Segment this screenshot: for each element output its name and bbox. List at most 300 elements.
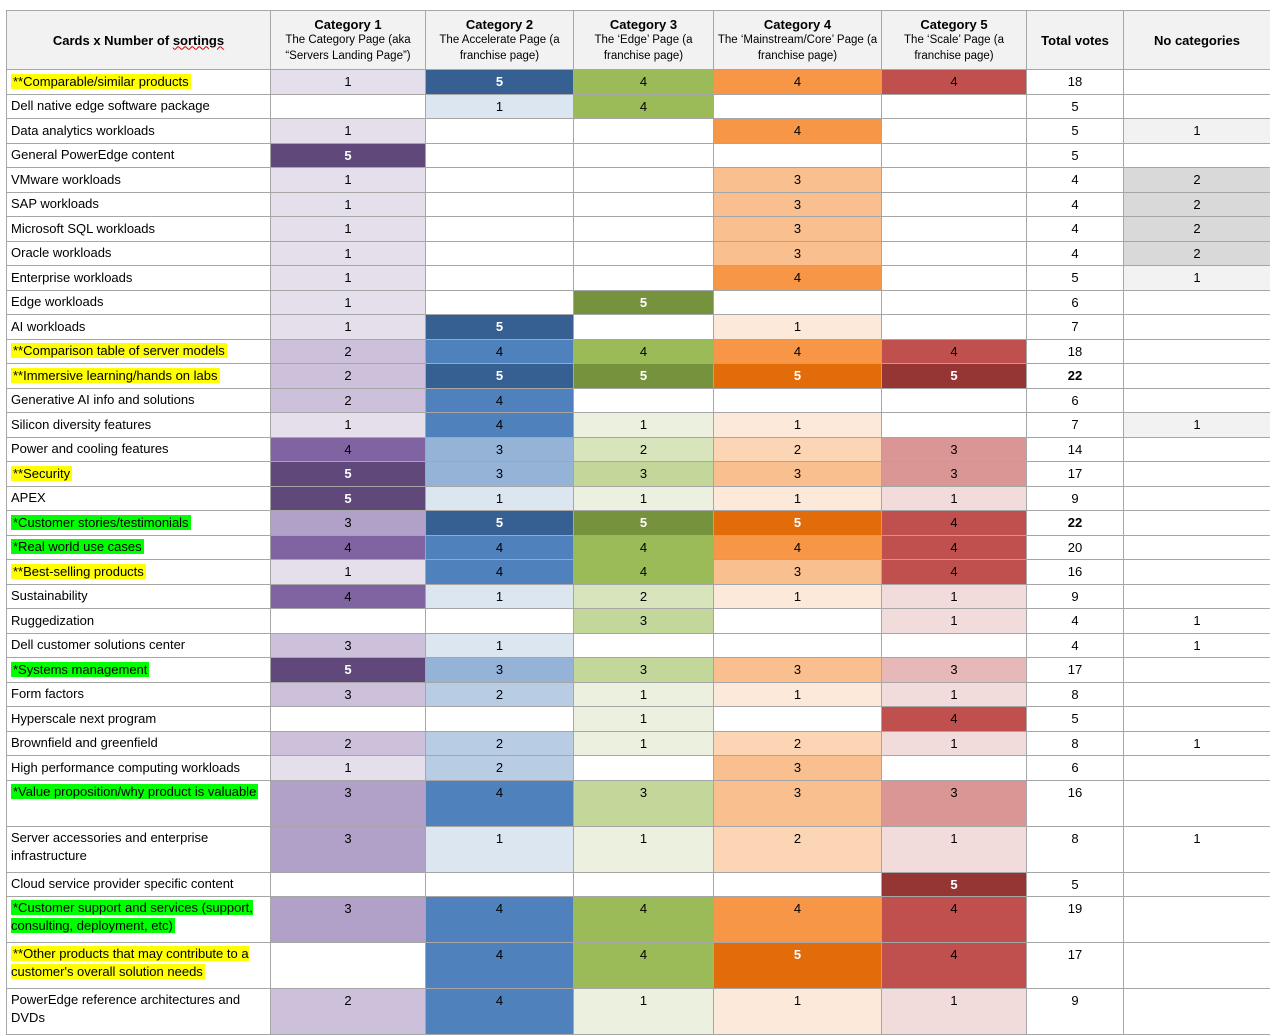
total-votes-cell: 5	[1027, 119, 1124, 144]
card-label-text: **Best-selling products	[11, 564, 146, 579]
table-row	[7, 756, 1270, 781]
category-3-cell	[574, 872, 714, 897]
category-1-cell: 4	[271, 584, 426, 609]
card-label-text: Edge workloads	[11, 294, 104, 309]
card-label	[7, 780, 271, 826]
table-row	[7, 388, 1270, 413]
total-votes-cell: 7	[1027, 413, 1124, 438]
total-votes-cell: 4	[1027, 168, 1124, 193]
category-1-cell: 1	[271, 756, 426, 781]
total-votes-cell: 9	[1027, 486, 1124, 511]
category-1-cell: 2	[271, 388, 426, 413]
category-3-cell	[574, 168, 714, 193]
no-categories-cell: 1	[1124, 826, 1270, 872]
total-votes-cell: 22	[1027, 364, 1124, 389]
category-1-cell	[271, 707, 426, 732]
total-votes-cell: 17	[1027, 462, 1124, 487]
no-categories-cell	[1124, 315, 1270, 340]
category-3-cell: 3	[574, 658, 714, 683]
category-5-cell: 4	[882, 707, 1027, 732]
card-label	[7, 290, 271, 315]
card-label-text: Generative AI info and solutions	[11, 392, 195, 407]
total-votes-cell: 22	[1027, 511, 1124, 536]
category-5-cell: 5	[882, 364, 1027, 389]
category-2-cell: 4	[426, 535, 574, 560]
category-4-cell: 1	[714, 682, 882, 707]
no-categories-cell	[1124, 535, 1270, 560]
no-categories-cell	[1124, 756, 1270, 781]
category-1-cell: 1	[271, 413, 426, 438]
no-categories-cell	[1124, 780, 1270, 826]
category-4-cell: 3	[714, 217, 882, 242]
total-votes-cell: 17	[1027, 658, 1124, 683]
card-label-text: Server accessories and enterprise infrastructure	[11, 830, 208, 863]
category-1-cell: 5	[271, 143, 426, 168]
category-1-cell: 3	[271, 780, 426, 826]
category-2-cell: 4	[426, 780, 574, 826]
card-label	[7, 989, 271, 1035]
category-2-cell: 3	[426, 437, 574, 462]
table-row	[7, 535, 1270, 560]
no-categories-cell	[1124, 707, 1270, 732]
card-label	[7, 94, 271, 119]
category-4-cell: 3	[714, 780, 882, 826]
card-label	[7, 511, 271, 536]
category-2-cell: 1	[426, 584, 574, 609]
total-votes-cell: 4	[1027, 609, 1124, 634]
category-2-cell	[426, 143, 574, 168]
category-5-cell: 1	[882, 584, 1027, 609]
category-2-cell: 1	[426, 633, 574, 658]
category-3-cell: 2	[574, 584, 714, 609]
category-1-cell	[271, 609, 426, 634]
card-label-text: *Real world use cases	[11, 539, 144, 554]
category-1-cell: 1	[271, 119, 426, 144]
category-2-cell	[426, 266, 574, 291]
no-categories-cell	[1124, 872, 1270, 897]
card-label-text: Power and cooling features	[11, 441, 169, 456]
category-3-cell: 4	[574, 339, 714, 364]
no-categories-cell: 2	[1124, 241, 1270, 266]
category-1-cell: 1	[271, 241, 426, 266]
category-3-cell: 1	[574, 826, 714, 872]
card-label	[7, 872, 271, 897]
no-categories-cell	[1124, 462, 1270, 487]
category-1-cell: 1	[271, 70, 426, 95]
total-votes-cell: 7	[1027, 315, 1124, 340]
card-sort-table	[6, 10, 1270, 1035]
category-5-cell: 1	[882, 609, 1027, 634]
header-cards: Cards x Number of sortings	[7, 11, 271, 70]
no-categories-cell	[1124, 437, 1270, 462]
category-4-cell: 4	[714, 266, 882, 291]
card-label	[7, 241, 271, 266]
no-categories-cell	[1124, 364, 1270, 389]
total-votes-cell: 5	[1027, 266, 1124, 291]
no-categories-cell	[1124, 511, 1270, 536]
category-4-cell: 1	[714, 315, 882, 340]
category-4-cell: 5	[714, 943, 882, 989]
category-2-cell	[426, 290, 574, 315]
card-label-text: Silicon diversity features	[11, 417, 151, 432]
category-2-cell	[426, 609, 574, 634]
category-4-cell: 3	[714, 756, 882, 781]
no-categories-cell: 1	[1124, 119, 1270, 144]
no-categories-cell: 2	[1124, 168, 1270, 193]
table-row	[7, 437, 1270, 462]
card-label-text: *Value proposition/why product is valuable	[11, 784, 258, 799]
card-label-text: **Comparison table of server models	[11, 343, 227, 358]
card-label-text: High performance computing workloads	[11, 760, 240, 775]
category-3-cell: 1	[574, 413, 714, 438]
category-5-cell: 1	[882, 486, 1027, 511]
category-4-cell: 5	[714, 511, 882, 536]
total-votes-cell: 6	[1027, 388, 1124, 413]
card-label	[7, 413, 271, 438]
category-3-cell	[574, 266, 714, 291]
card-label	[7, 266, 271, 291]
category-2-cell: 4	[426, 413, 574, 438]
total-votes-cell: 17	[1027, 943, 1124, 989]
no-categories-cell: 2	[1124, 192, 1270, 217]
card-label-text: VMware workloads	[11, 172, 121, 187]
category-2-cell: 3	[426, 658, 574, 683]
category-1-cell: 3	[271, 826, 426, 872]
card-label	[7, 609, 271, 634]
table-row	[7, 989, 1270, 1035]
table-row	[7, 486, 1270, 511]
category-4-cell: 3	[714, 241, 882, 266]
category-3-cell: 3	[574, 609, 714, 634]
card-label-text: Dell native edge software package	[11, 98, 210, 113]
table-row	[7, 290, 1270, 315]
table-row	[7, 94, 1270, 119]
no-categories-cell: 1	[1124, 609, 1270, 634]
category-1-cell: 1	[271, 217, 426, 242]
category-2-cell: 5	[426, 70, 574, 95]
card-label	[7, 315, 271, 340]
no-categories-cell	[1124, 143, 1270, 168]
category-4-cell: 1	[714, 989, 882, 1035]
category-1-cell: 3	[271, 511, 426, 536]
category-1-cell: 2	[271, 339, 426, 364]
table-row	[7, 413, 1270, 438]
category-4-cell: 3	[714, 462, 882, 487]
no-categories-cell	[1124, 339, 1270, 364]
total-votes-cell: 19	[1027, 897, 1124, 943]
total-votes-cell: 18	[1027, 70, 1124, 95]
category-4-cell	[714, 290, 882, 315]
category-1-cell	[271, 872, 426, 897]
category-3-cell: 3	[574, 780, 714, 826]
card-label	[7, 339, 271, 364]
table-row	[7, 462, 1270, 487]
category-4-cell	[714, 388, 882, 413]
category-2-cell	[426, 119, 574, 144]
no-categories-cell	[1124, 70, 1270, 95]
category-1-cell: 2	[271, 364, 426, 389]
category-3-cell: 2	[574, 437, 714, 462]
total-votes-cell: 5	[1027, 707, 1124, 732]
card-label	[7, 486, 271, 511]
category-5-cell	[882, 315, 1027, 340]
category-1-cell: 1	[271, 315, 426, 340]
no-categories-cell	[1124, 943, 1270, 989]
card-label-text: Form factors	[11, 686, 84, 701]
card-label-text: Oracle workloads	[11, 245, 111, 260]
card-label	[7, 388, 271, 413]
category-2-cell	[426, 241, 574, 266]
card-label-text: Brownfield and greenfield	[11, 735, 158, 750]
category-5-cell: 3	[882, 437, 1027, 462]
category-5-cell	[882, 633, 1027, 658]
category-1-cell: 1	[271, 290, 426, 315]
category-1-cell: 1	[271, 266, 426, 291]
category-4-cell: 4	[714, 119, 882, 144]
total-votes-cell: 4	[1027, 633, 1124, 658]
category-2-cell	[426, 192, 574, 217]
no-categories-cell: 1	[1124, 413, 1270, 438]
category-3-cell: 1	[574, 989, 714, 1035]
card-label-text: Cloud service provider specific content	[11, 876, 234, 891]
category-4-cell: 3	[714, 658, 882, 683]
category-3-cell: 5	[574, 364, 714, 389]
category-4-cell: 1	[714, 486, 882, 511]
category-3-cell	[574, 192, 714, 217]
category-4-cell	[714, 94, 882, 119]
category-5-cell	[882, 756, 1027, 781]
category-4-cell	[714, 707, 882, 732]
no-categories-cell	[1124, 290, 1270, 315]
category-3-cell: 1	[574, 682, 714, 707]
table-row	[7, 872, 1270, 897]
category-5-cell: 4	[882, 560, 1027, 585]
no-categories-cell: 1	[1124, 266, 1270, 291]
table-row	[7, 192, 1270, 217]
table-row	[7, 658, 1270, 683]
table-row	[7, 241, 1270, 266]
card-label-text: AI workloads	[11, 319, 85, 334]
category-3-cell: 4	[574, 897, 714, 943]
card-label	[7, 168, 271, 193]
table-row	[7, 682, 1270, 707]
total-votes-cell: 9	[1027, 584, 1124, 609]
card-label	[7, 707, 271, 732]
category-3-cell: 1	[574, 486, 714, 511]
table-row	[7, 707, 1270, 732]
card-label	[7, 143, 271, 168]
category-5-cell: 4	[882, 897, 1027, 943]
card-label	[7, 826, 271, 872]
category-3-cell	[574, 217, 714, 242]
total-votes-cell: 18	[1027, 339, 1124, 364]
category-2-cell	[426, 872, 574, 897]
total-votes-cell: 5	[1027, 94, 1124, 119]
no-categories-cell	[1124, 388, 1270, 413]
card-label-text: PowerEdge reference architectures and DVDs	[11, 992, 240, 1025]
category-3-cell: 4	[574, 70, 714, 95]
category-5-cell	[882, 413, 1027, 438]
category-2-cell	[426, 168, 574, 193]
category-2-cell: 2	[426, 756, 574, 781]
table-row	[7, 780, 1270, 826]
table-row	[7, 339, 1270, 364]
category-5-cell: 4	[882, 943, 1027, 989]
category-3-cell: 5	[574, 511, 714, 536]
category-3-cell: 4	[574, 535, 714, 560]
category-2-cell: 4	[426, 339, 574, 364]
total-votes-cell: 16	[1027, 780, 1124, 826]
category-5-cell: 3	[882, 780, 1027, 826]
header-category-4: Category 4 The ‘Mainstream/Core’ Page (a franchise page)	[714, 11, 882, 70]
category-5-cell	[882, 266, 1027, 291]
card-label-text: **Security	[11, 466, 72, 481]
category-5-cell: 3	[882, 658, 1027, 683]
category-1-cell: 1	[271, 192, 426, 217]
card-label-text: **Other products that may contribute to a customer's overall solution needs	[11, 946, 249, 979]
total-votes-cell: 14	[1027, 437, 1124, 462]
card-label-text: Enterprise workloads	[11, 270, 132, 285]
category-1-cell: 2	[271, 731, 426, 756]
category-4-cell	[714, 609, 882, 634]
category-2-cell	[426, 707, 574, 732]
card-label	[7, 560, 271, 585]
category-5-cell	[882, 168, 1027, 193]
category-3-cell	[574, 241, 714, 266]
table-row	[7, 731, 1270, 756]
category-1-cell: 3	[271, 682, 426, 707]
table-row	[7, 143, 1270, 168]
card-label-text: Sustainability	[11, 588, 88, 603]
category-5-cell	[882, 94, 1027, 119]
category-5-cell	[882, 217, 1027, 242]
category-2-cell: 4	[426, 560, 574, 585]
card-label-text: *Systems management	[11, 662, 149, 677]
card-label	[7, 633, 271, 658]
category-4-cell: 1	[714, 584, 882, 609]
total-votes-cell: 6	[1027, 756, 1124, 781]
table-row	[7, 943, 1270, 989]
card-label-text: SAP workloads	[11, 196, 99, 211]
category-3-cell: 1	[574, 731, 714, 756]
header-no-categories: No categories	[1124, 11, 1270, 70]
header-total-votes: Total votes	[1027, 11, 1124, 70]
category-2-cell: 2	[426, 731, 574, 756]
table-row	[7, 266, 1270, 291]
card-label	[7, 943, 271, 989]
total-votes-cell: 16	[1027, 560, 1124, 585]
total-votes-cell: 4	[1027, 241, 1124, 266]
total-votes-cell: 20	[1027, 535, 1124, 560]
category-4-cell: 3	[714, 560, 882, 585]
category-5-cell	[882, 241, 1027, 266]
total-votes-cell: 5	[1027, 872, 1124, 897]
card-label	[7, 584, 271, 609]
category-1-cell	[271, 94, 426, 119]
card-label-text: Ruggedization	[11, 613, 94, 628]
category-4-cell: 3	[714, 192, 882, 217]
no-categories-cell	[1124, 584, 1270, 609]
category-2-cell: 4	[426, 897, 574, 943]
table-row	[7, 560, 1270, 585]
card-label-text: Hyperscale next program	[11, 711, 156, 726]
category-3-cell	[574, 315, 714, 340]
category-5-cell: 4	[882, 339, 1027, 364]
category-5-cell: 1	[882, 731, 1027, 756]
category-1-cell: 5	[271, 486, 426, 511]
card-label	[7, 897, 271, 943]
category-4-cell: 5	[714, 364, 882, 389]
card-label-text: **Immersive learning/hands on labs	[11, 368, 220, 383]
card-label-text: General PowerEdge content	[11, 147, 174, 162]
table-row	[7, 119, 1270, 144]
header-category-3: Category 3 The ‘Edge’ Page (a franchise page)	[574, 11, 714, 70]
total-votes-cell: 9	[1027, 989, 1124, 1035]
no-categories-cell	[1124, 989, 1270, 1035]
category-2-cell	[426, 217, 574, 242]
category-2-cell: 4	[426, 943, 574, 989]
table-row	[7, 584, 1270, 609]
card-label-text: Dell customer solutions center	[11, 637, 185, 652]
category-2-cell: 3	[426, 462, 574, 487]
table-row	[7, 826, 1270, 872]
category-3-cell: 3	[574, 462, 714, 487]
category-1-cell: 1	[271, 168, 426, 193]
category-4-cell: 4	[714, 70, 882, 95]
table-row	[7, 315, 1270, 340]
category-3-cell	[574, 143, 714, 168]
card-label-text: *Customer stories/testimonials	[11, 515, 191, 530]
category-2-cell: 1	[426, 94, 574, 119]
table-row	[7, 897, 1270, 943]
category-4-cell	[714, 633, 882, 658]
no-categories-cell	[1124, 486, 1270, 511]
category-3-cell	[574, 388, 714, 413]
card-label-text: *Customer support and services (support, consulting, deployment, etc)	[11, 900, 253, 933]
category-2-cell: 4	[426, 388, 574, 413]
table-row	[7, 364, 1270, 389]
category-5-cell: 4	[882, 70, 1027, 95]
category-2-cell: 5	[426, 364, 574, 389]
category-5-cell	[882, 290, 1027, 315]
table-body	[7, 70, 1270, 1035]
category-5-cell: 1	[882, 989, 1027, 1035]
category-4-cell: 3	[714, 168, 882, 193]
card-label	[7, 462, 271, 487]
card-label	[7, 364, 271, 389]
total-votes-cell: 8	[1027, 682, 1124, 707]
no-categories-cell: 2	[1124, 217, 1270, 242]
card-label	[7, 731, 271, 756]
total-votes-cell: 8	[1027, 731, 1124, 756]
category-4-cell: 2	[714, 826, 882, 872]
card-label	[7, 192, 271, 217]
card-label	[7, 658, 271, 683]
category-2-cell: 2	[426, 682, 574, 707]
category-3-cell: 5	[574, 290, 714, 315]
category-3-cell	[574, 119, 714, 144]
category-5-cell: 3	[882, 462, 1027, 487]
category-4-cell: 2	[714, 437, 882, 462]
category-5-cell	[882, 388, 1027, 413]
card-label	[7, 682, 271, 707]
category-1-cell: 1	[271, 560, 426, 585]
category-5-cell	[882, 192, 1027, 217]
no-categories-cell: 1	[1124, 731, 1270, 756]
category-3-cell: 4	[574, 560, 714, 585]
header-row	[7, 11, 1270, 70]
category-1-cell: 5	[271, 462, 426, 487]
